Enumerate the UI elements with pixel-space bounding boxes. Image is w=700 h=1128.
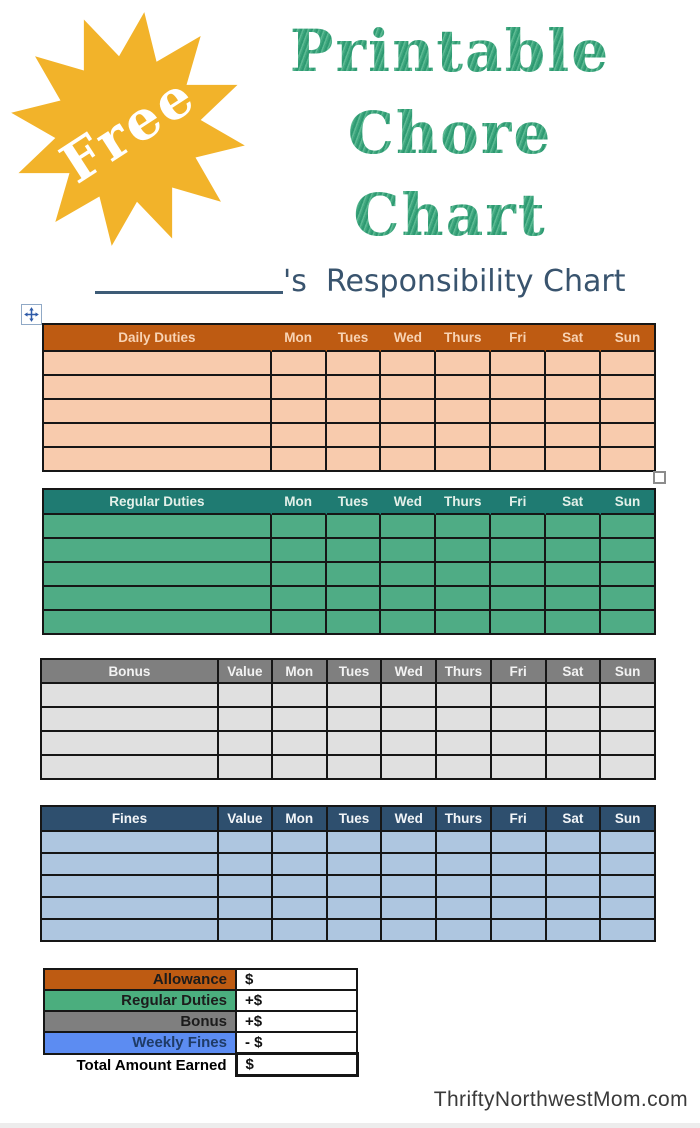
summary-row <box>44 990 357 1011</box>
table-resize-handle-icon <box>653 471 666 484</box>
day-column-header: Sat <box>546 490 601 515</box>
empty-cell <box>546 515 601 539</box>
empty-cell <box>328 732 383 756</box>
empty-cell <box>381 424 436 448</box>
table-row <box>44 448 656 472</box>
day-column-header: Sat <box>546 325 601 352</box>
table-row <box>42 756 656 780</box>
empty-cell <box>601 539 656 563</box>
empty-cell <box>272 424 327 448</box>
day-column-header: Tues <box>327 490 382 515</box>
empty-cell <box>328 854 383 876</box>
empty-cell <box>437 756 492 780</box>
empty-cell <box>272 400 327 424</box>
day-column-header: Fri <box>492 807 547 832</box>
table-row <box>44 563 656 587</box>
value-column-header: Value <box>219 660 273 684</box>
title-line-2: Chore <box>270 92 630 174</box>
empty-cell <box>601 756 656 780</box>
table-row <box>44 611 656 635</box>
table-title-bonus: Bonus <box>42 660 219 684</box>
empty-cell <box>381 448 436 472</box>
empty-cell <box>437 684 492 708</box>
empty-cell <box>381 400 436 424</box>
day-column-header: Wed <box>382 660 437 684</box>
empty-cell <box>272 515 327 539</box>
header-row <box>42 660 656 684</box>
empty-cell <box>44 352 272 376</box>
empty-cell <box>491 587 546 611</box>
four-arrows-icon <box>24 307 39 322</box>
empty-cell <box>272 448 327 472</box>
free-badge <box>10 11 246 247</box>
empty-cell <box>492 832 547 854</box>
empty-cell <box>272 611 327 635</box>
empty-cell <box>382 876 437 898</box>
empty-cell <box>44 424 272 448</box>
table-row <box>42 732 656 756</box>
empty-cell <box>381 376 436 400</box>
empty-cell <box>491 515 546 539</box>
empty-cell <box>327 352 382 376</box>
table-row <box>42 876 656 898</box>
day-column-header: Sun <box>601 490 656 515</box>
empty-cell <box>42 708 219 732</box>
empty-cell <box>382 684 437 708</box>
empty-cell <box>327 376 382 400</box>
empty-cell <box>601 424 656 448</box>
empty-cell <box>437 920 492 942</box>
table-row <box>42 854 656 876</box>
empty-cell <box>42 898 219 920</box>
empty-cell <box>601 732 656 756</box>
empty-cell <box>491 611 546 635</box>
empty-cell <box>273 898 328 920</box>
empty-cell <box>273 756 328 780</box>
empty-cell <box>492 756 547 780</box>
empty-cell <box>492 876 547 898</box>
summary-label: Total Amount Earned <box>76 1056 227 1074</box>
day-column-header: Wed <box>381 490 436 515</box>
empty-cell <box>42 732 219 756</box>
empty-cell <box>437 708 492 732</box>
empty-cell <box>327 448 382 472</box>
empty-cell <box>546 448 601 472</box>
summary-value: $ <box>236 1054 357 1076</box>
empty-cell <box>44 563 272 587</box>
empty-cell <box>601 376 656 400</box>
empty-cell <box>546 424 601 448</box>
empty-cell <box>547 898 602 920</box>
table-move-handle-icon <box>21 304 42 325</box>
empty-cell <box>547 920 602 942</box>
empty-cell <box>491 448 546 472</box>
title-line-1: Printable <box>270 10 630 92</box>
empty-cell <box>492 854 547 876</box>
empty-cell <box>491 352 546 376</box>
empty-cell <box>381 352 436 376</box>
empty-cell <box>219 832 273 854</box>
empty-cell <box>382 854 437 876</box>
day-column-header: Sun <box>601 660 656 684</box>
table-regular <box>42 488 656 635</box>
empty-cell <box>547 876 602 898</box>
table-row <box>42 832 656 854</box>
empty-cell <box>601 448 656 472</box>
empty-cell <box>491 400 546 424</box>
empty-cell <box>327 611 382 635</box>
day-column-header: Fri <box>492 660 547 684</box>
day-column-header: Fri <box>491 325 546 352</box>
empty-cell <box>492 898 547 920</box>
value-column-header: Value <box>219 807 273 832</box>
summary-row <box>44 1032 357 1054</box>
empty-cell <box>327 400 382 424</box>
empty-cell <box>382 732 437 756</box>
empty-cell <box>546 400 601 424</box>
free-badge-label: Free <box>49 62 207 196</box>
day-column-header: Sun <box>601 325 656 352</box>
empty-cell <box>492 732 547 756</box>
summary-value: $ <box>236 969 357 990</box>
day-column-header: Tues <box>327 325 382 352</box>
day-column-header: Thurs <box>436 325 491 352</box>
day-column-header: Mon <box>272 490 327 515</box>
empty-cell <box>327 539 382 563</box>
empty-cell <box>546 611 601 635</box>
summary-label: Weekly Fines <box>44 1032 236 1054</box>
table-row <box>44 352 656 376</box>
empty-cell <box>601 854 656 876</box>
day-column-header: Mon <box>272 325 327 352</box>
empty-cell <box>382 898 437 920</box>
site-credit: ThriftyNorthwestMom.com <box>433 1088 688 1111</box>
summary-row <box>44 1011 357 1032</box>
empty-cell <box>42 876 219 898</box>
responsibility-heading <box>95 261 625 299</box>
empty-cell <box>382 920 437 942</box>
empty-cell <box>44 376 272 400</box>
empty-cell <box>42 832 219 854</box>
empty-cell <box>382 708 437 732</box>
empty-cell <box>601 832 656 854</box>
table-row <box>44 376 656 400</box>
empty-cell <box>437 832 492 854</box>
summary-label: Allowance <box>44 969 236 990</box>
empty-cell <box>436 587 491 611</box>
empty-cell <box>328 708 383 732</box>
empty-cell <box>328 876 383 898</box>
table-row <box>44 515 656 539</box>
table-daily <box>42 323 656 472</box>
empty-cell <box>273 876 328 898</box>
empty-cell <box>381 611 436 635</box>
table-row <box>42 708 656 732</box>
summary-value: +$ <box>236 1011 357 1032</box>
empty-cell <box>219 732 273 756</box>
empty-cell <box>547 854 602 876</box>
empty-cell <box>436 563 491 587</box>
empty-cell <box>601 684 656 708</box>
summary-value: - $ <box>236 1032 357 1054</box>
day-column-header: Tues <box>328 660 383 684</box>
table-title-fines: Fines <box>42 807 219 832</box>
empty-cell <box>601 898 656 920</box>
empty-cell <box>491 376 546 400</box>
table-row <box>44 424 656 448</box>
empty-cell <box>272 539 327 563</box>
empty-cell <box>601 563 656 587</box>
table-row <box>44 400 656 424</box>
day-column-header: Fri <box>491 490 546 515</box>
empty-cell <box>328 832 383 854</box>
title-line-3: Chart <box>270 174 630 256</box>
empty-cell <box>328 898 383 920</box>
empty-cell <box>42 756 219 780</box>
name-blank-line <box>95 261 283 294</box>
table-row <box>44 587 656 611</box>
empty-cell <box>273 832 328 854</box>
summary-label: Regular Duties <box>44 990 236 1011</box>
empty-cell <box>272 352 327 376</box>
table-row <box>44 539 656 563</box>
empty-cell <box>492 708 547 732</box>
empty-cell <box>273 854 328 876</box>
empty-cell <box>436 515 491 539</box>
empty-cell <box>328 756 383 780</box>
summary-row <box>44 1054 357 1076</box>
empty-cell <box>327 424 382 448</box>
empty-cell <box>546 563 601 587</box>
empty-cell <box>219 920 273 942</box>
empty-cell <box>601 400 656 424</box>
day-column-header: Mon <box>273 660 328 684</box>
table-title-regular: Regular Duties <box>44 490 272 515</box>
table-bonus <box>40 658 656 780</box>
empty-cell <box>327 515 382 539</box>
empty-cell <box>42 920 219 942</box>
empty-cell <box>327 587 382 611</box>
summary-value: +$ <box>236 990 357 1011</box>
day-column-header: Thurs <box>437 807 492 832</box>
empty-cell <box>381 563 436 587</box>
empty-cell <box>436 448 491 472</box>
empty-cell <box>273 708 328 732</box>
empty-cell <box>547 756 602 780</box>
empty-cell <box>491 563 546 587</box>
day-column-header: Wed <box>381 325 436 352</box>
empty-cell <box>381 515 436 539</box>
empty-cell <box>437 876 492 898</box>
summary-row <box>44 969 357 990</box>
empty-cell <box>437 898 492 920</box>
empty-cell <box>436 424 491 448</box>
empty-cell <box>546 587 601 611</box>
empty-cell <box>601 352 656 376</box>
empty-cell <box>382 832 437 854</box>
empty-cell <box>436 376 491 400</box>
responsibility-heading-text: 's Responsibility Chart <box>283 264 626 299</box>
empty-cell <box>272 376 327 400</box>
empty-cell <box>491 424 546 448</box>
empty-cell <box>437 732 492 756</box>
table-fines <box>40 805 656 942</box>
empty-cell <box>219 876 273 898</box>
empty-cell <box>219 708 273 732</box>
empty-cell <box>327 563 382 587</box>
empty-cell <box>601 920 656 942</box>
empty-cell <box>436 352 491 376</box>
empty-cell <box>547 684 602 708</box>
empty-cell <box>273 732 328 756</box>
empty-cell <box>219 756 273 780</box>
day-column-header: Sat <box>547 660 602 684</box>
empty-cell <box>601 708 656 732</box>
page-title <box>270 10 630 256</box>
empty-cell <box>547 732 602 756</box>
empty-cell <box>44 448 272 472</box>
day-column-header: Mon <box>273 807 328 832</box>
empty-cell <box>381 587 436 611</box>
empty-cell <box>436 400 491 424</box>
empty-cell <box>601 611 656 635</box>
header-row <box>42 807 656 832</box>
empty-cell <box>382 756 437 780</box>
empty-cell <box>436 611 491 635</box>
empty-cell <box>601 515 656 539</box>
day-column-header: Wed <box>382 807 437 832</box>
day-column-header: Sat <box>547 807 602 832</box>
empty-cell <box>601 587 656 611</box>
header-row <box>44 325 656 352</box>
empty-cell <box>381 539 436 563</box>
empty-cell <box>547 832 602 854</box>
day-column-header: Sun <box>601 807 656 832</box>
table-row <box>42 684 656 708</box>
empty-cell <box>42 854 219 876</box>
empty-cell <box>219 898 273 920</box>
empty-cell <box>547 708 602 732</box>
empty-cell <box>44 587 272 611</box>
empty-cell <box>272 563 327 587</box>
empty-cell <box>272 587 327 611</box>
summary-label: Bonus <box>44 1011 236 1032</box>
table-row <box>42 898 656 920</box>
empty-cell <box>437 854 492 876</box>
day-column-header: Thurs <box>436 490 491 515</box>
table-row <box>42 920 656 942</box>
empty-cell <box>273 684 328 708</box>
empty-cell <box>492 684 547 708</box>
empty-cell <box>546 352 601 376</box>
empty-cell <box>492 920 547 942</box>
summary-table <box>43 968 359 1077</box>
header-row <box>44 490 656 515</box>
empty-cell <box>601 876 656 898</box>
empty-cell <box>44 539 272 563</box>
empty-cell <box>273 920 328 942</box>
empty-cell <box>546 539 601 563</box>
empty-cell <box>44 611 272 635</box>
empty-cell <box>328 920 383 942</box>
empty-cell <box>436 539 491 563</box>
table-title-daily: Daily Duties <box>44 325 272 352</box>
empty-cell <box>44 515 272 539</box>
empty-cell <box>219 854 273 876</box>
empty-cell <box>42 684 219 708</box>
empty-cell <box>328 684 383 708</box>
empty-cell <box>44 400 272 424</box>
day-column-header: Thurs <box>437 660 492 684</box>
empty-cell <box>219 684 273 708</box>
empty-cell <box>491 539 546 563</box>
empty-cell <box>546 376 601 400</box>
day-column-header: Tues <box>328 807 383 832</box>
